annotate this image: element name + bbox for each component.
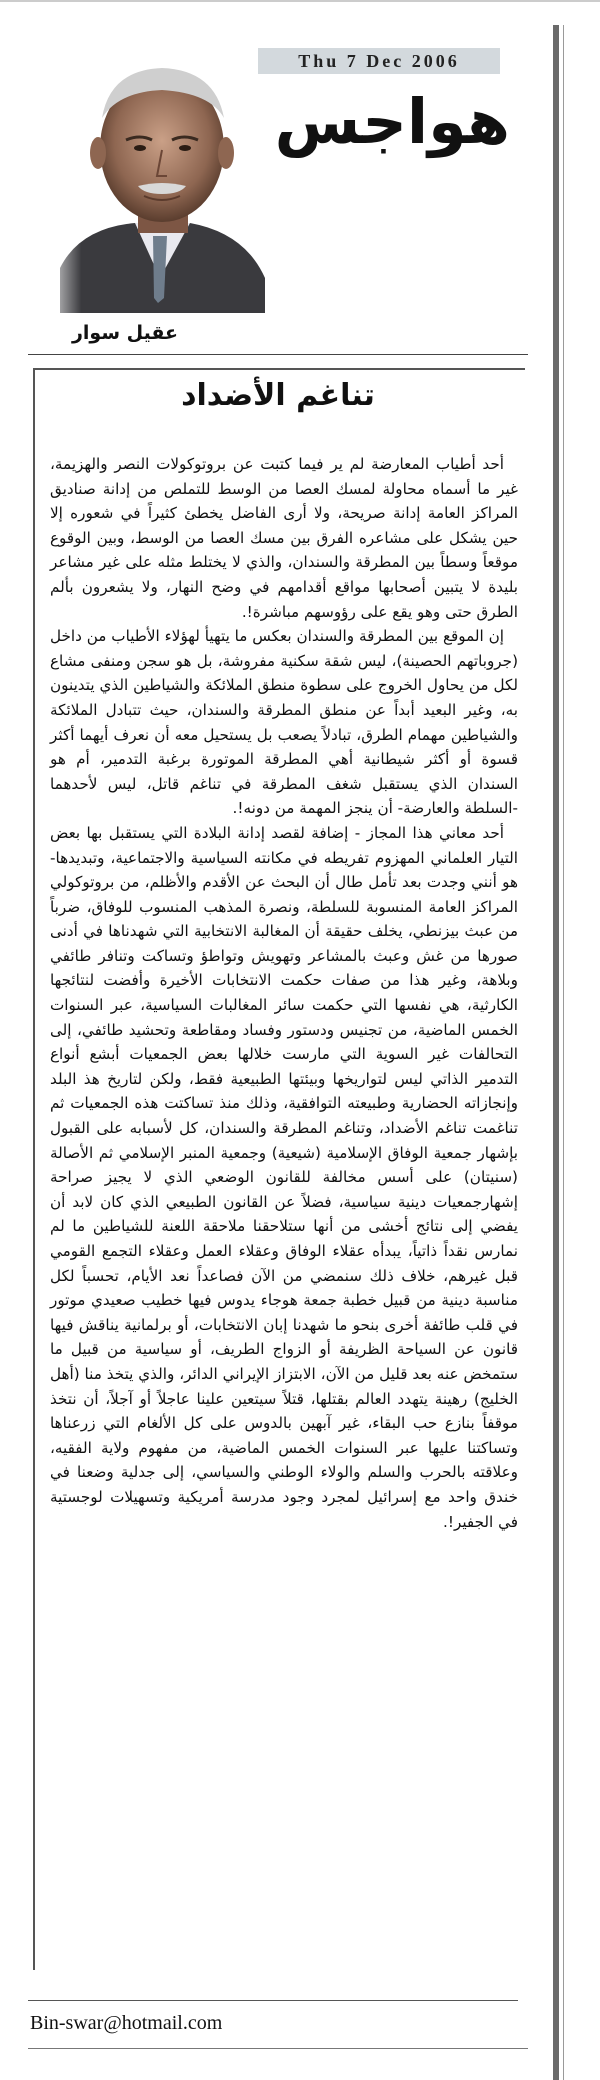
article-body <box>50 452 518 1534</box>
column-title: هواجس <box>274 85 510 158</box>
right-column-rule <box>553 25 559 2080</box>
top-border <box>0 0 600 2</box>
date-label: Thu 7 Dec 2006 <box>258 48 500 74</box>
author-portrait <box>40 48 270 313</box>
right-column-rule-thin <box>563 25 564 2080</box>
author-email-link[interactable]: Bin-swar@hotmail.com <box>30 2012 223 2034</box>
article-headline: تناغم الأضداد <box>181 378 375 413</box>
article-paragraph-3: أحد معاني هذا المجاز - إضافة لقصد إدانة البلادة التي يستقبل بها بعض التيار العلماني المهزوم تفريطه في مكانته السياسية والاجتماعية، وتبديدها- هو أنني وجدت بعد تأمل طال أن البحث عن الأقدم والأظلم، من بروتوكولي المراكز العامة المنسوبة للسلطة، ونصرة المذهب المنسوب للوفاق، ضرباً من عبث بيزنطي، يخلف حقيقة أن المغالبة الانتخابية التي شهدناها في أدنى صورها من غش وعبث بالمشاعر وتهويش وتواطؤ وتساكت وتنافر طائفي وبلاهة، وغير هذا من صفات حكمت الانتخابات الأخيرة وأفضت لنتائجها الكارثية، هي نفسها التي حكمت سائر المغالبات السياسية، عبر السنوات الخمس الماضية، من تجنيس ودستور وفساد ومقاطعة وتحشيد طائفي، إلى التحالفات غير السوية التي مارست خلالها بعض الجمعيات أبشع أنواع التدمير الذاتي ليس لتواريخها وبيئتها الطبيعية فقط، ولكن لتاريخ هذ البلد وإنجازاته الحضارية وطبيعته التوافقية، وذلك منذ تساكتت هذه الجمعيات ثم تناغمت تناغم الأضداد، وتناغم المطرقة والسندان، كل لأسبابه على القبول بإشهار جمعية الوفاق الإسلامية (شيعية) وجمعية المنبر الإسلامي ثم الأصالة (سنيتان) على أسس مخالفة للقانون الوضعي الذي لا يجيز صراحة إشهارجمعيات دينية سياسية، فضلاً عن القانون الطبيعي الذي كان لابد أن يفضي إلى نتائج أخشى من أنها ستلاحقنا ملاحقة اللعنة للشياطين ما لم نمارس نقداً ذاتياً، يبدأه عقلاء الوفاق وعقلاء العمل وعقلاء التجمع القومي قبل غيرهم، خلاف ذلك سنمضي من الآن فصاعداً نعد الأيام، تحسباً لكل مناسبة دينية من قبيل خطبة جمعة هوجاء يدوس فيها خطيب صعيدي موتور في قلب طائفة أخرى بنحو ما شهدنا إبان الانتخابات، أو برلمانية يناقش فيها قانون عن السياحة الظريفة أو الزواج الطريف، أو سياسية من قبيل ما ستمخض عنه بعد قليل من الآن، الابتزاز الإيراني الدائر، والذي يتخذ منا (أهل الخليج) رهينة يتهدد العالم بقتلها، قتلاً سيتعين علينا عاجلاً أو آجلاً، أن نتخذ موقفاً بنازع حب البقاء، غير آبهين بالدوس على كل الألغام التي زرعناها وتساكتنا عليها عبر السنوات الخمس الماضية، من مفهوم ولاية الفقيه، وعلاقته بالحرب والسلم والولاء الوطني والسياسي، إلى جدلية وضعنا في خندق واحد مع إسرائيل لمجرد وجود مدرسة أمريكية وتسهيلات لوجستية في الجفير!. <box>50 823 518 1531</box>
author-name: عقيل سوار <box>71 322 178 344</box>
page-bottom-divider <box>28 2048 528 2049</box>
article-paragraph-2: إن الموقع بين المطرقة والسندان بعكس ما يتهيأ لهؤلاء الأطياب من داخل (جروباتهم الحصينة)، ليس شقة سكنية مفروشة، بل هو سجن ومنفى مشاع لكل من يحاول الخروج على سطوة منطق الملائكة والشياطين الذي يتدينون به، وغير البعيد أبداً عن منطق المطرقة والسندان، حيث تتبادل الملائكة والشياطين مهمام الطرق، تبادلاً يصعب بل يستحيل معه أن نعرف أيهما أكثر قسوة أو أكثر شيطانية أهي المطرقة الموتورة برغبة التدمير، أم هو السندان الذي يستقبل شغف المطرقة في تناغم قاتل، ليس لأحدهما -السلطة والعارضة- أن ينجز المهمة من دونه!. <box>50 627 518 818</box>
article-paragraph-1: أحد أطياب المعارضة لم ير فيما كتبت عن بروتوكولات النصر والهزيمة، غير ما أسماه محاولة لمسك العصا من الوسط للتملص من إدانة صناديق المراكز العامة إدانة صريحة، ولا أرى الفاضل يخطئ كثيراً في شعوره إلا حين يشكل على مشاعره الفرق بين مسك العصا من الوسط، وبين الوقوع موقعاً وسطاً بين المطرقة والسندان، والذي لا يختلط مثله على غير مشاعر بليدة لا يتبين أصحابها مواقع أقدامهم في وضح النهار، ولا يشعرون بألم الطرق حتى وهو يقع على رؤوسهم مباشرة!. <box>50 455 518 621</box>
byline-divider <box>28 354 528 355</box>
footer-divider <box>28 2000 518 2001</box>
